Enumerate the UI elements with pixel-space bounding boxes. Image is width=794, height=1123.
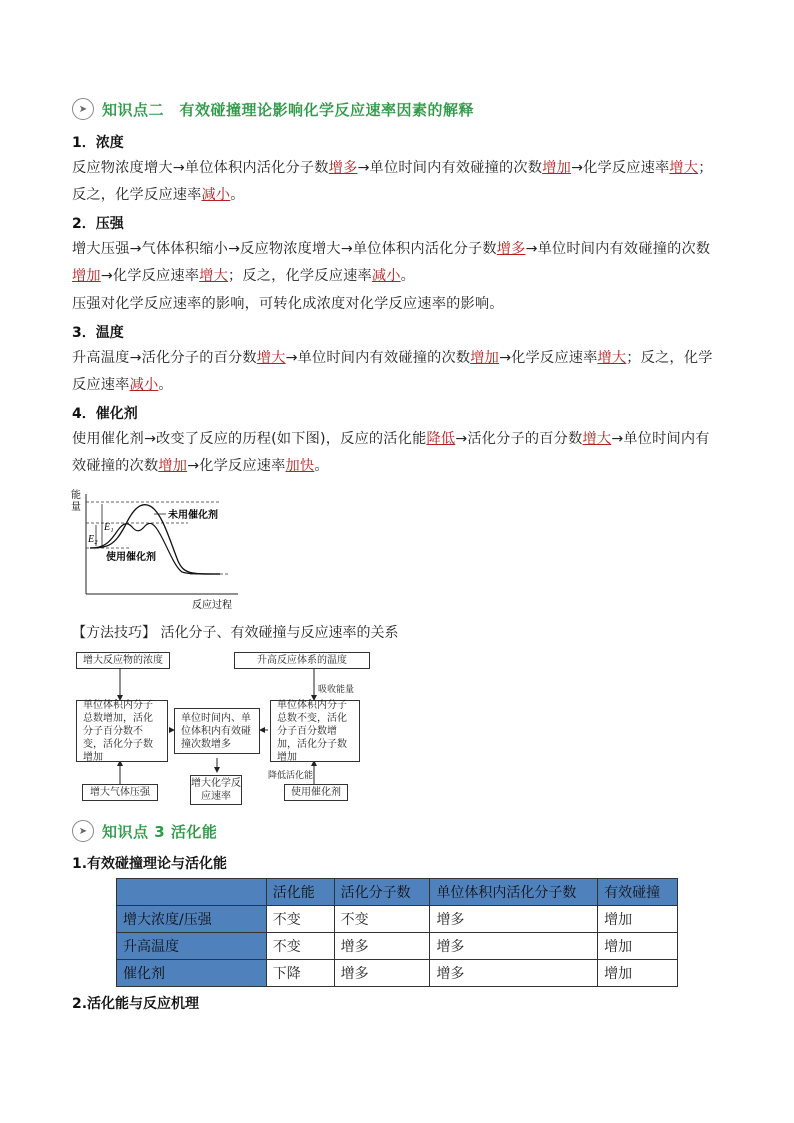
table-cell: 增加 — [598, 933, 678, 960]
table-cell: 增加 — [598, 906, 678, 933]
pressure-note: 压强对化学反应速率的影响，可转化成浓度对化学反应速率的影响。 — [72, 296, 504, 312]
table-row-label: 催化剂 — [117, 960, 267, 987]
paragraph-concentration: 反应物浓度增大→单位体积内活化分子数增多→单位时间内有效碰撞的次数增加→化学反应速率增大；反之，化学反应速率减小。 — [72, 160, 713, 203]
answer-blank: 降低 — [426, 431, 456, 447]
table-header-row — [117, 879, 678, 906]
flow-box-pressure: 增大气体压强 — [82, 784, 158, 801]
section-title: 知识点 3 活化能 — [102, 822, 218, 841]
answer-blank: 减小 — [201, 187, 231, 203]
answer-blank: 增大 — [199, 268, 228, 284]
table-cell: 不变 — [266, 906, 334, 933]
table-row — [117, 906, 678, 933]
answer-blank: 增大 — [669, 160, 699, 176]
table-header-cell: 有效碰撞 — [598, 879, 678, 906]
flow-box-right: 单位体积内分子总数不变，活化分子百分数增加，活化分子数增加 — [270, 700, 360, 762]
subheading-pressure: 2．压强 — [72, 216, 124, 232]
table-header-cell: 活化能 — [266, 879, 334, 906]
answer-blank: 加快 — [285, 458, 315, 474]
label-uncatalyzed: 未用催化剂 — [168, 510, 218, 521]
paragraph-catalyst: 使用催化剂→改变了反应的历程(如下图)，反应的活化能降低→活化分子的百分数增大→单位时间内有效碰撞的次数增加→化学反应速率加快。 — [72, 431, 710, 474]
answer-blank: 增多 — [496, 241, 526, 257]
answer-blank: 增大 — [582, 431, 612, 447]
answer-blank: 增加 — [72, 268, 101, 284]
y-axis-label-top: 能 — [71, 490, 81, 501]
label-catalyzed: 使用催化剂 — [106, 552, 156, 563]
e1-label: E₁ — [104, 522, 114, 533]
energy-diagram — [70, 486, 270, 614]
flow-label-lower: 降低活化能 — [268, 771, 314, 781]
flow-box-concentration: 增大反应物的浓度 — [76, 652, 170, 669]
subheading-theory: 1.有效碰撞理论与活化能 — [72, 856, 228, 872]
paragraph-pressure: 增大压强→气体体积缩小→反应物浓度增大→单位体积内活化分子数增多→单位时间内有效碰撞的次数增加→化学反应速率增大；反之，化学反应速率减小。 — [72, 241, 711, 284]
flow-box-left: 单位体积内分子总数增加，活化分子百分数不变，活化分子数增加 — [76, 700, 168, 762]
table-row — [117, 960, 678, 987]
table-cell: 增多 — [430, 960, 598, 987]
e2-label: E₂ — [88, 534, 98, 545]
table-row-label: 升高温度 — [117, 933, 267, 960]
x-axis-label: 反应过程 — [192, 600, 232, 611]
activation-table — [116, 878, 678, 987]
y-axis-label-bottom: 量 — [71, 502, 81, 513]
subheading-catalyst: 4．催化剂 — [72, 406, 138, 422]
table-header-cell: 活化分子数 — [334, 879, 430, 906]
answer-blank: 增大 — [256, 350, 286, 366]
table-header-cell — [117, 879, 267, 906]
answer-blank: 减小 — [129, 377, 159, 393]
table-row — [117, 933, 678, 960]
subheading-temperature: 3．温度 — [72, 325, 124, 341]
method-tip: 【方法技巧】 活化分子、有效碰撞与反应速率的关系 — [72, 625, 399, 641]
section-heading-3 — [72, 820, 217, 842]
answer-blank: 增加 — [158, 458, 188, 474]
answer-blank: 增加 — [542, 160, 571, 176]
paragraph-temperature: 升高温度→活化分子的百分数增大→单位时间内有效碰撞的次数增加→化学反应速率增大；反之，化学反应速率减小。 — [72, 350, 713, 393]
flow-label-absorb: 吸收能量 — [318, 685, 355, 695]
answer-blank: 增加 — [470, 350, 500, 366]
arrow-circle-icon: ➤ — [72, 820, 94, 842]
flow-box-catalyst: 使用催化剂 — [284, 784, 348, 801]
table-cell: 下降 — [266, 960, 334, 987]
table-cell: 不变 — [334, 906, 430, 933]
table-cell: 增多 — [334, 933, 430, 960]
table-cell: 增多 — [430, 906, 598, 933]
table-header-cell: 单位体积内活化分子数 — [430, 879, 598, 906]
table-row-label: 增大浓度/压强 — [117, 906, 267, 933]
flow-box-temperature: 升高反应体系的温度 — [234, 652, 370, 669]
answer-blank: 增多 — [328, 160, 358, 176]
table-cell: 增多 — [334, 960, 430, 987]
section-title: 知识点二 有效碰撞理论影响化学反应速率因素的解释 — [102, 100, 475, 119]
section-heading-2 — [72, 98, 474, 120]
table-cell: 增加 — [598, 960, 678, 987]
arrow-circle-icon: ➤ — [72, 98, 94, 120]
subheading-mechanism: 2.活化能与反应机理 — [72, 996, 200, 1012]
table-cell: 增多 — [430, 933, 598, 960]
flow-box-center: 单位时间内、单位体积内有效碰撞次数增多 — [174, 708, 260, 754]
subheading-concentration: 1．浓度 — [72, 135, 124, 151]
table-cell: 不变 — [266, 933, 334, 960]
flow-box-rate: 增大化学反应速率 — [190, 775, 242, 805]
answer-blank: 减小 — [371, 268, 401, 284]
answer-blank: 增大 — [597, 350, 627, 366]
